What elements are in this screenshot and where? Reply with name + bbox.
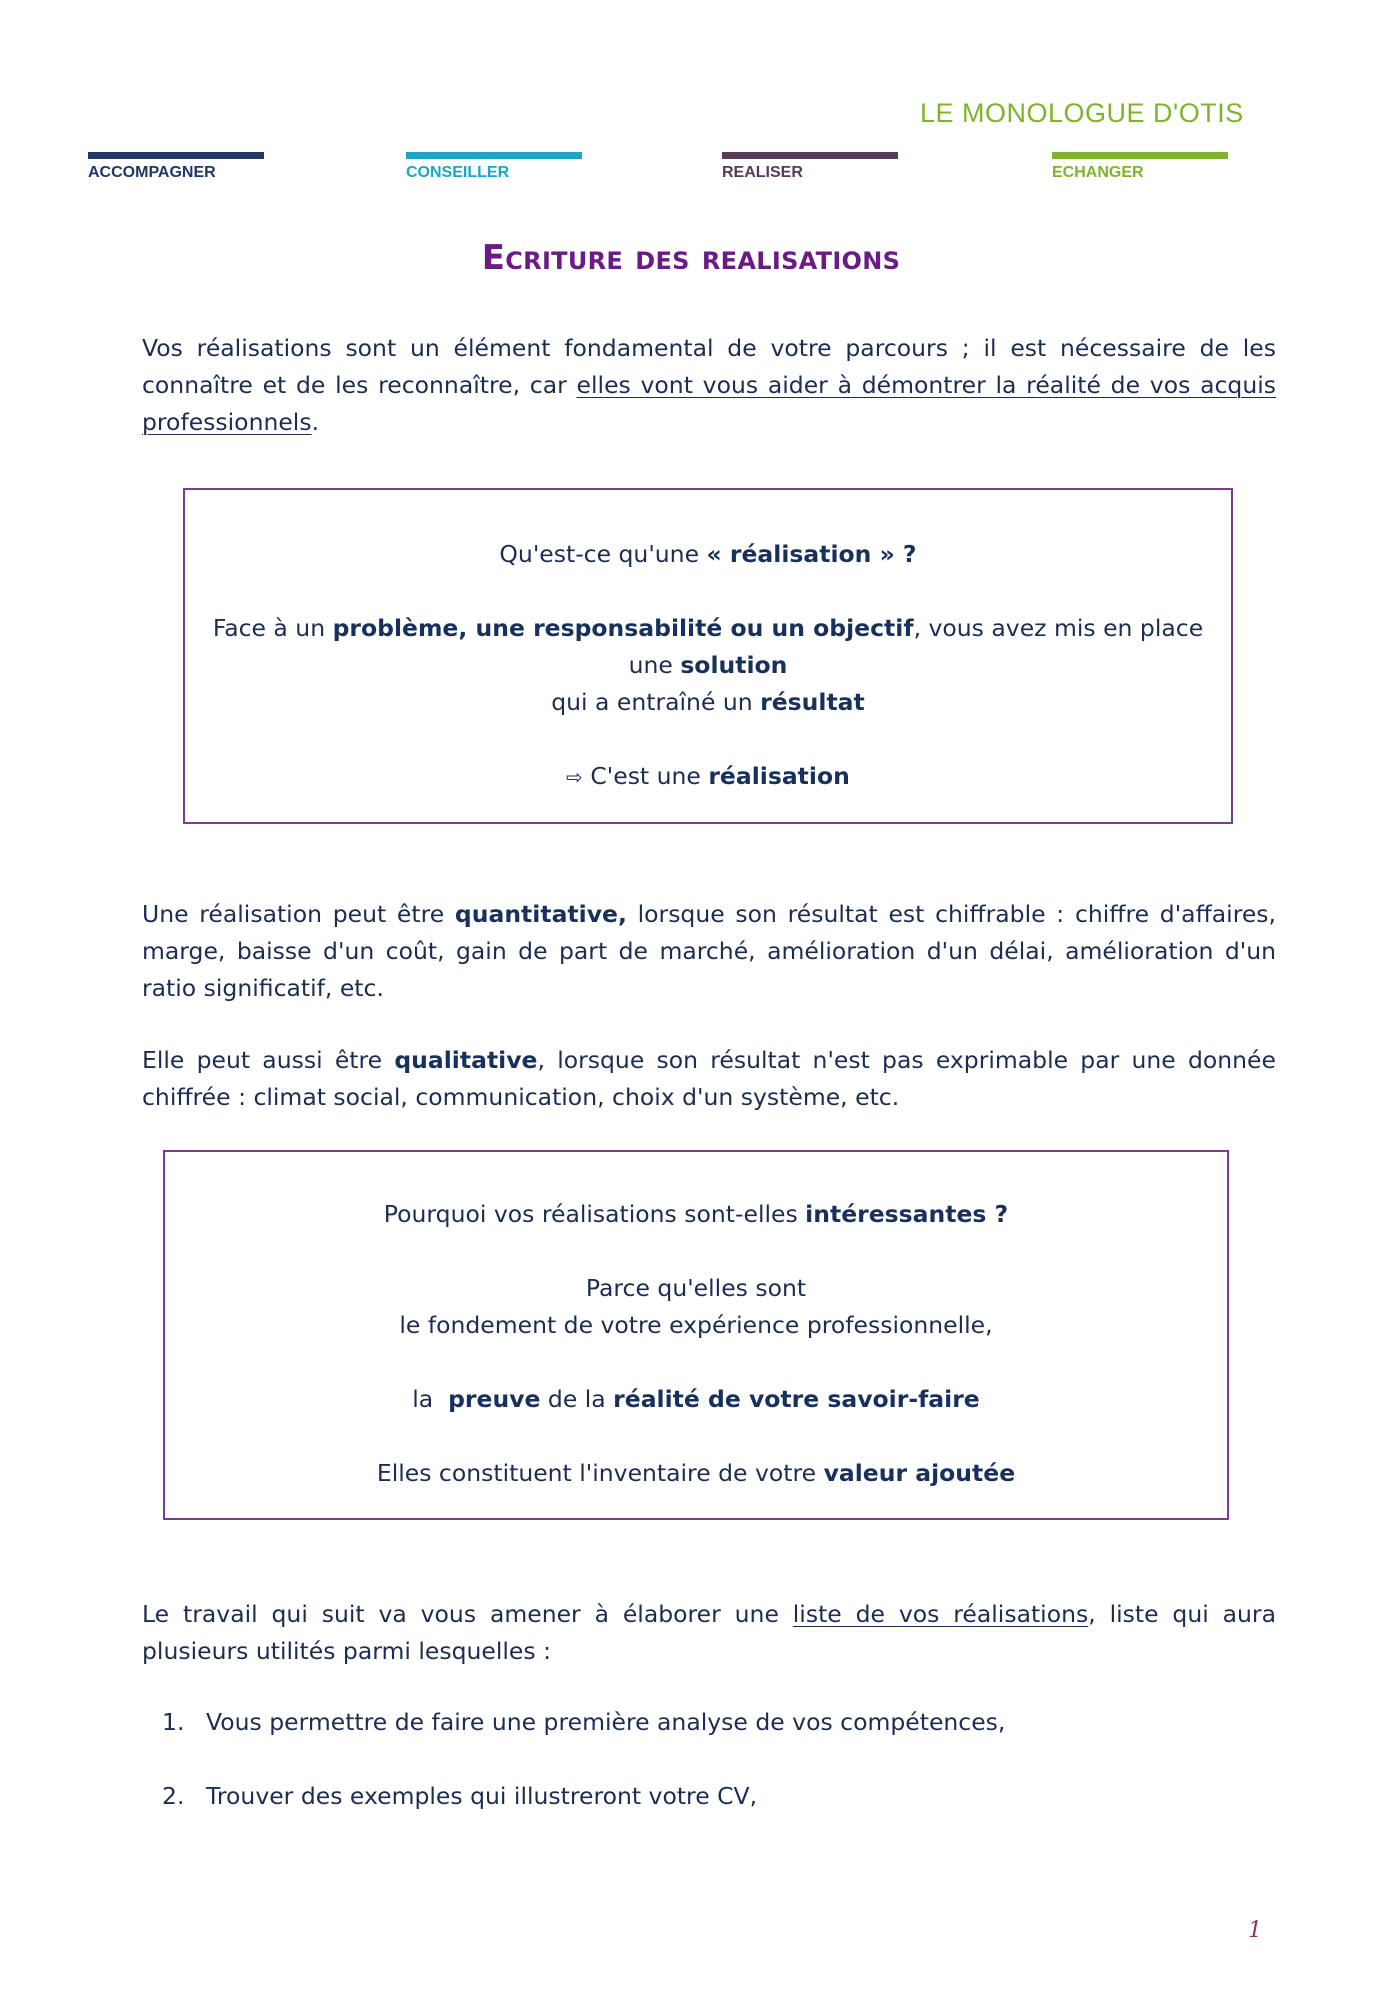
list-number: 1. [162, 1708, 185, 1736]
interest-question [165, 1196, 1227, 1233]
line-bold: valeur ajoutée [823, 1459, 1016, 1487]
interest-line-2: le fondement de votre expérience professionnelle, [399, 1311, 993, 1339]
definition-question [185, 536, 1231, 573]
line-text: , vous avez mis en place [913, 614, 1204, 642]
para-underlined-text: liste de vos réalisations [792, 1600, 1089, 1628]
arrow-right-icon: ⇨ [566, 765, 583, 789]
line-text: Face à un [212, 614, 333, 642]
quantitative-paragraph [142, 896, 1276, 1007]
interest-box [163, 1150, 1229, 1520]
list-text: Trouver des exemples qui illustreront votre CV, [206, 1782, 758, 1810]
definition-box [183, 488, 1233, 824]
line-bold: preuve [448, 1385, 541, 1413]
nav-tab-echanger [1052, 152, 1228, 182]
para-bold: qualitative [394, 1046, 538, 1074]
question-bold: « réalisation » ? [706, 540, 917, 568]
interest-line-4 [165, 1455, 1227, 1492]
intro-text: Vos réalisations sont un élément fondamental de votre parcours ; il est nécessaire de les connaître et de les reconnaître, car [142, 334, 1276, 399]
question-text: Pourquoi vos réalisations sont-elles [383, 1200, 806, 1228]
definition-line-2 [185, 647, 1231, 684]
question-bold: intéressantes ? [805, 1200, 1009, 1228]
page-title: Ecriture des realisations [481, 238, 901, 278]
line-text: qui a entraîné un [551, 688, 761, 716]
list-item [162, 1704, 1005, 1741]
list-text: Vous permettre de faire une première analyse de vos compétences, [206, 1708, 1006, 1736]
line-text: une [628, 651, 681, 679]
para-bold: quantitative, [454, 900, 627, 928]
definition-conclusion [185, 758, 1231, 796]
definition-line-1 [185, 610, 1231, 647]
line-text: de la [540, 1385, 614, 1413]
page-number: 1 [1248, 1918, 1262, 1943]
tab-color-bar [722, 152, 898, 159]
line-bold: solution [680, 651, 788, 679]
para-text: , lorsque son résultat n'est pas exprimable par une donnée chiffrée : climat social, communication, choix d'un système, etc. [142, 1046, 1276, 1111]
tab-color-bar [88, 152, 264, 159]
line-bold: problème, une responsabilité ou un objectif [332, 614, 914, 642]
tab-color-bar [1052, 152, 1228, 159]
para-text: , liste qui aura plusieurs utilités parmi lesquelles : [142, 1600, 1276, 1665]
para-text: lorsque son résultat est chiffrable : chiffre d'affaires, marge, baisse d'un coût, gain de part de marché, amélioration d'un délai, amélioration d'un ratio significatif, etc. [142, 900, 1277, 1002]
line-bold: résultat [760, 688, 865, 716]
para-text: Le travail qui suit va vous amener à élaborer une [142, 1600, 793, 1628]
para-text: Une réalisation peut être [142, 900, 455, 928]
list-intro-paragraph [142, 1596, 1276, 1670]
nav-tab-conseiller [406, 152, 582, 182]
nav-tab-accompagner [88, 152, 264, 182]
list-item [162, 1778, 757, 1815]
tab-color-bar [406, 152, 582, 159]
interest-line-3 [165, 1381, 1227, 1418]
line-text: C'est une [582, 762, 709, 790]
tab-label: ECHANGER [1052, 164, 1144, 181]
nav-tab-realiser [722, 152, 898, 182]
definition-line-3 [185, 684, 1231, 721]
list-number: 2. [162, 1782, 185, 1810]
brand-title: LE MONOLOGUE D'OTIS [920, 98, 1244, 128]
interest-line-1: Parce qu'elles sont [585, 1274, 807, 1302]
line-text: la [412, 1385, 449, 1413]
question-text: Qu'est-ce qu'une [499, 540, 707, 568]
qualitative-paragraph [142, 1042, 1276, 1116]
tab-label: ACCOMPAGNER [88, 164, 216, 181]
line-text: Elles constituent l'inventaire de votre [376, 1459, 824, 1487]
line-bold: réalité de votre savoir-faire [613, 1385, 980, 1413]
intro-text-end: . [311, 408, 320, 436]
intro-paragraph [142, 330, 1276, 441]
tab-label: REALISER [722, 164, 803, 181]
line-bold: réalisation [708, 762, 850, 790]
para-text: Elle peut aussi être [142, 1046, 395, 1074]
intro-underlined-text: elles vont vous aider à démontrer la réalité de vos acquis professionnels [142, 371, 1276, 436]
tab-label: CONSEILLER [406, 164, 510, 181]
